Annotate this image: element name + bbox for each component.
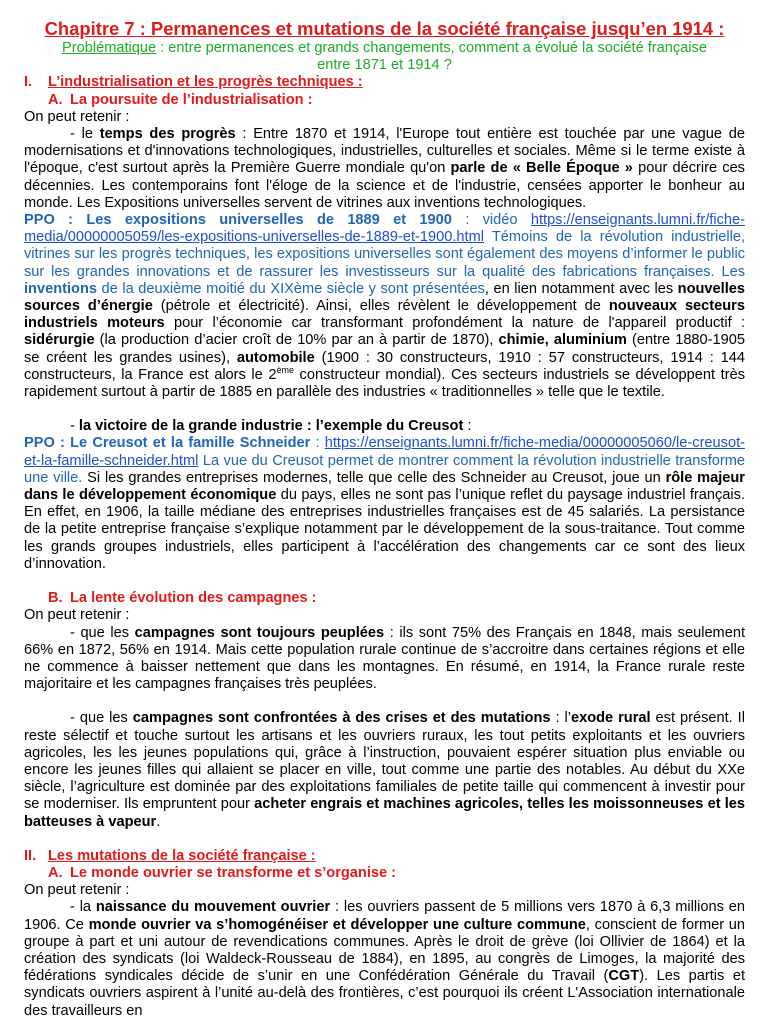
section-2-title: Les mutations de la société française : <box>48 847 316 864</box>
section-1a-number: A. <box>48 91 63 108</box>
paragraph-temps-des-progres: - le temps des progrès : Entre 1870 et 1914, l'Europe tout entière est touchée par une vague de modernisations et d'innovations technologiques, industrielles, culturelles et sociales. Même si le terme existe à l'époque, c'est surtout après la Première Guerre mondiale qu'on parle de « Belle Époque » pour décrire ces décennies. Les contemporains font l'éloge de la science et de l'industrie, censées apporter le bonheur au monde. Les Expositions universelles servent de vitrines aux inventions technologiques. <box>24 126 746 211</box>
ppo-expositions-title: PPO : Les expositions universelles de 1889 et 1900 <box>24 212 452 229</box>
paragraph-campagnes-crises: - que les campagnes sont confrontées à des crises et des mutations : l’exode rural est présent. Il reste sélectif et touche surtout les artisans et les ouvriers ruraux, les tout petits exploitants et les ouvriers agricoles, les les jeunes populations qui, grâce à l’instruction, pouvaient espérer situation plus enviable ou encore les jeunes filles qui allaient se placer en ville, tout comme une partie des notables. Au début du XXe siècle, l’agriculture est dominée par des exploitations familiales de petite taille qui commencent à investir pour se moderniser. Ils empruntent pour acheter engrais et machines agricoles, telles les moissonneuses et les batteuses à vapeur. <box>24 710 746 830</box>
chapter-title: Chapitre 7 : Permanences et mutations de la société française jusqu’en 1914 : <box>44 18 725 39</box>
section-1-title: L’industrialisation et les progrès techniques : <box>48 74 363 91</box>
section-1a-title: La poursuite de l’industrialisation : <box>70 91 313 108</box>
section-1b-number: B. <box>48 590 63 607</box>
on-peut-retenir: On peut retenir : <box>24 108 130 125</box>
section-2a-heading <box>24 865 745 882</box>
paragraph-campagnes-peuplees: - que les campagnes sont toujours peuplées : ils sont 75% des Français en 1848, mais seulement 66% en 1872, 56% en 1914. Mais cette population rurale continue de s’accroitre dans certaines régions et elle ne commence à baisser nettement que dans les montagnes. En résumé, en 1914, la France rurale reste majoritaire et les campagnes françaises très peuplées. <box>24 624 745 693</box>
section-1a-heading <box>24 92 745 109</box>
paragraph-mouvement-ouvrier: - la naissance du mouvement ouvrier : les ouvriers passent de 5 millions vers 1870 à 6,3 millions en 1906. Ce monde ouvrier va s’homogénéiser et développer une culture commune, conscient de former un groupe à part et uni autour de revendications communes. Après le droit de grève (loi Ollivier de 1864) et la création des syndicats (loi Waldeck-Rousseau de 1884), en 1895, au congrès de Limoges, la majorité des fédérations syndicales décide de s’unir en une Confédération Générale du Travail (CGT). Les partis et syndicats ouvriers aspirent à l’unité au-delà des frontières, c’est pourquoi ils créent L'Association internationale des travailleurs en <box>24 899 745 1019</box>
problematique-label: Problématique <box>62 40 157 56</box>
link-expositions-video[interactable]: https://enseignants.lumni.fr/fiche-media/00000005059/les-expositions-universelles-de-1889-et-1900.html <box>24 212 745 246</box>
section-2a-number: A. <box>48 864 63 881</box>
section-2-number: II. <box>24 847 37 864</box>
on-peut-retenir: On peut retenir : <box>24 882 130 899</box>
section-1b-heading <box>24 590 745 607</box>
section-1-number: I. <box>24 74 33 91</box>
section-1b-title: La lente évolution des campagnes : <box>70 590 317 607</box>
problematique-text: : entre permanences et grands changements, comment a évolué la société française entre 1871 et 1914 ? <box>156 40 707 74</box>
section-1-heading <box>24 74 745 91</box>
problematique <box>24 40 745 74</box>
ppo-creusot-title: PPO : Le Creusot et la famille Schneider <box>24 435 311 452</box>
link-creusot-video[interactable]: https://enseignants.lumni.fr/fiche-media/00000005060/le-creusot-et-la-famille-schneider.html <box>24 435 745 469</box>
section-2a-title: Le monde ouvrier se transforme et s’organise : <box>70 864 397 881</box>
paragraph-grande-industrie: - la victoire de la grande industrie : l’exemple du Creusot : <box>70 418 472 435</box>
paragraph-ppo-expositions: PPO : Les expositions universelles de 1889 et 1900 : vidéo https://enseignants.lumni.fr/fiche-media/00000005059/les-expositions-universelles-de-1889-et-1900.html Témoins de la révolution industrielle, vitrines sur les progrès techniques, les expositions universelles sont également des moyens d’informer le public sur les grandes innovations et de rassurer les investisseurs sur la qualité des fabrications françaises. Les inventions de la deuxième moitié du XIXème siècle y sont présentées, en lien notamment avec les nouvelles sources d’énergie (pétrole et électricité). Ainsi, elles révèlent le développement de nouveaux secteurs industriels moteurs pour l’économie car transformant profondément la nature de l'appareil productif : sidérurgie (la production d’acier croît de 10% par an à partir de 1870), chimie, aluminium (entre 1880-1905 se créent les grandes usines), automobile (1900 : 30 constructeurs, 1910 : 57 constructeurs, 1914 : 144 constructeurs, la France est alors le 2ème constructeur mondial). Ces secteurs industriels se développent très rapidement surtout à partir de 1885 en parallèle des industries « traditionnelles » telle que le textile. <box>24 212 745 401</box>
section-2-heading <box>24 848 745 865</box>
on-peut-retenir: On peut retenir : <box>24 607 130 624</box>
paragraph-ppo-creusot: PPO : Le Creusot et la famille Schneider : https://enseignants.lumni.fr/fiche-media/00000005060/le-creusot-et-la-famille-schneider.html La vue du Creusot permet de montrer comment la révolution industrielle transforme une ville. Si les grandes entreprises modernes, telle que celle des Schneider au Creusot, joue un rôle majeur dans le développement économique du pays, elles ne sont pas l’unique reflet du paysage industriel français. En effet, en 1906, la taille médiane des entreprises industrielles françaises est de 45 salariés. La persistance de la petite entreprise française s’explique notamment par le développement de la sous-traitance. Tout comme les grands groupes industriels, elles participent à l’accélération des changements car ce sont des lieux d’innovation. <box>24 435 745 572</box>
